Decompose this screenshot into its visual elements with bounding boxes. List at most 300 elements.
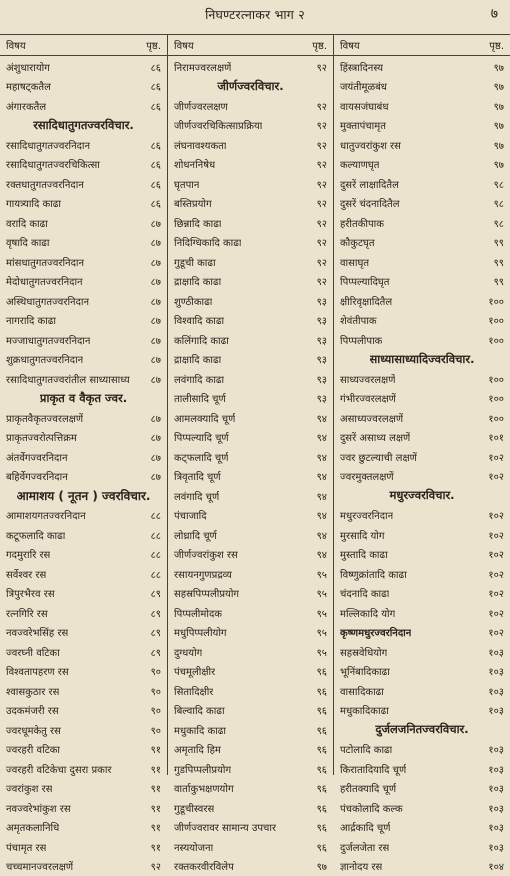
- entry-page-number: ९७: [482, 60, 504, 74]
- entry-title: पिप्पल्यादि चूर्ण: [174, 430, 229, 444]
- entry-page-number: ८९: [139, 606, 161, 620]
- index-entry: [0, 252, 167, 272]
- entry-title: विश्वतापहरण रस: [6, 664, 69, 678]
- entry-title: मधुकादि काढा: [174, 723, 226, 737]
- index-entry: [168, 564, 333, 584]
- entry-page-number: १००: [482, 294, 504, 308]
- index-entry: [168, 798, 333, 818]
- column-header: [0, 34, 167, 55]
- entry-title: चंदनादि काढा: [340, 586, 389, 600]
- index-entry: [0, 662, 167, 682]
- entry-page-number: ९४: [305, 489, 327, 503]
- entry-page-number: १०२: [482, 547, 504, 561]
- entry-title: रसादिधातुगतज्वरनिदान: [6, 138, 90, 152]
- index-entry: [168, 740, 333, 760]
- entry-title: गुडूची काढा: [174, 255, 216, 269]
- index-entry: [334, 701, 510, 721]
- entry-title: ज्वर छुटल्याची लक्षणें: [340, 450, 417, 464]
- entry-page-number: ९८: [482, 177, 504, 191]
- entry-page-number: १०३: [482, 684, 504, 698]
- entry-page-number: ९६: [305, 801, 327, 815]
- entry-title: ज्वरांकुश रस: [6, 781, 52, 795]
- entry-page-number: ९३: [305, 333, 327, 347]
- index-entry: [334, 662, 510, 682]
- entry-title: विश्वादि काढा: [174, 313, 224, 327]
- entry-title: लवंगादि चूर्ण: [174, 489, 219, 503]
- index-entry: [0, 350, 167, 370]
- entry-title: मधुरज्वरनिदान: [340, 508, 393, 522]
- entry-title: पिप्पलीमोदक: [174, 606, 222, 620]
- entry-page-number: ८९: [139, 586, 161, 600]
- index-entry: [334, 740, 510, 760]
- entry-title: लवंगादि काढा: [174, 372, 224, 386]
- index-entry: [0, 330, 167, 350]
- entry-page-number: ९४: [305, 547, 327, 561]
- entry-title: ज्वरहरी वटिकेचा दुसरा प्रकार: [6, 762, 112, 776]
- entry-title: मधुकादिकाढा: [340, 703, 389, 717]
- index-entry: [334, 798, 510, 818]
- entry-page-number: १०२: [482, 528, 504, 542]
- entry-page-number: १०२: [482, 469, 504, 483]
- entry-title: हरीतकीपाक: [340, 216, 384, 230]
- entry-title: पंचकोलादि कल्क: [340, 801, 403, 815]
- entry-page-number: ९९: [482, 255, 504, 269]
- entry-page-number: ९१: [139, 801, 161, 815]
- column-header: [168, 34, 333, 55]
- entry-page-number: ९५: [305, 567, 327, 581]
- entry-page-number: ९७: [482, 79, 504, 93]
- entry-page-number: ९७: [305, 859, 327, 873]
- index-entry: [168, 96, 333, 116]
- index-entry: [168, 779, 333, 799]
- index-entry: [0, 818, 167, 838]
- entry-title: शेवंतीपाक: [340, 313, 377, 327]
- entry-title: अंगारकतैल: [6, 99, 46, 113]
- entry-title: नस्ययोजना: [174, 840, 213, 854]
- entry-page-number: ९६: [305, 762, 327, 776]
- entry-title: वासाघृत: [340, 255, 369, 269]
- entry-page-number: ८७: [139, 255, 161, 269]
- index-entry: [0, 233, 167, 253]
- entry-page-number: ९२: [305, 157, 327, 171]
- entry-title: वायसजंघाबंध: [340, 99, 389, 113]
- index-entry: [0, 506, 167, 526]
- entry-title: तालीसादि चूर्ण: [174, 391, 226, 405]
- index-entry: [334, 252, 510, 272]
- entry-page-number: १०३: [482, 645, 504, 659]
- entry-title: गुडूचीस्वरस: [174, 801, 214, 815]
- index-entry: [334, 603, 510, 623]
- index-entry: [0, 779, 167, 799]
- index-entry: [168, 662, 333, 682]
- entry-page-number: ९१: [139, 762, 161, 776]
- index-entry: [0, 525, 167, 545]
- entry-page-number: ९१: [139, 840, 161, 854]
- entry-title: लोध्रादि चूर्ण: [174, 528, 217, 542]
- entry-title: घृतपान: [174, 177, 199, 191]
- entry-title: ज्वरघ्नी वटिका: [6, 645, 60, 659]
- entry-title: नागरादि काढा: [6, 313, 56, 327]
- index-entry: [0, 174, 167, 194]
- index-entry: [334, 564, 510, 584]
- entry-page-number: ९२: [305, 99, 327, 113]
- entry-title: कौकुटघृत: [340, 235, 375, 249]
- entry-title: पंचामृत रस: [6, 840, 46, 854]
- entry-title: किरातादियादि चूर्ण: [340, 762, 406, 776]
- section-heading-text: मधुरज्वरविचार.: [389, 488, 454, 503]
- section-heading: [168, 77, 333, 97]
- entry-page-number: ९५: [305, 606, 327, 620]
- entry-page-number: ९२: [305, 177, 327, 191]
- entry-title: वार्ताकुभक्षणयोग: [174, 781, 234, 795]
- entry-page-number: ८९: [139, 625, 161, 639]
- entry-title: द्राक्षादि काढा: [174, 274, 221, 288]
- index-entry: [0, 681, 167, 701]
- index-entry: [334, 116, 510, 136]
- entry-page-number: ८८: [139, 567, 161, 581]
- entry-page-number: १००: [482, 411, 504, 425]
- entry-page-number: १०३: [482, 801, 504, 815]
- entry-title: श्वासकुठार रस: [6, 684, 59, 698]
- entry-page-number: ८६: [139, 60, 161, 74]
- index-entry: [168, 272, 333, 292]
- entry-page-number: ९१: [139, 820, 161, 834]
- entry-title: बहिर्वेगज्वरनिदान: [6, 469, 68, 483]
- entry-page-number: ८७: [139, 352, 161, 366]
- entry-page-number: १०३: [482, 762, 504, 776]
- index-entry: [0, 428, 167, 448]
- index-entry: [0, 857, 167, 876]
- entry-title: नवज्वरेभांकुश रस: [6, 801, 71, 815]
- entry-page-number: ८९: [139, 645, 161, 659]
- index-entry: [168, 311, 333, 331]
- index-entry: [334, 408, 510, 428]
- entry-title: मुस्तादि काढा: [340, 547, 388, 561]
- entry-page-number: ८७: [139, 294, 161, 308]
- column-header-page: पृष्ठ.: [489, 38, 504, 52]
- entry-page-number: ८६: [139, 177, 161, 191]
- entry-page-number: १००: [482, 313, 504, 327]
- entry-title: पटोलादि काढा: [340, 742, 392, 756]
- entry-title: रक्तधातुगतज्वरनिदान: [6, 177, 84, 191]
- index-entry: [334, 525, 510, 545]
- entry-title: चच्चमानज्वरलक्षणें: [6, 859, 73, 873]
- section-heading-text: साध्यासाध्यादिज्वरविचार.: [370, 352, 475, 367]
- entry-page-number: ८७: [139, 274, 161, 288]
- index-entry: [0, 740, 167, 760]
- index-entry: [334, 759, 510, 779]
- entry-page-number: ८६: [139, 79, 161, 93]
- entry-page-number: ९३: [305, 294, 327, 308]
- entry-page-number: १०१: [482, 430, 504, 444]
- entry-page-number: ८७: [139, 313, 161, 327]
- index-entry: [0, 447, 167, 467]
- entry-title: उदकमंजरी रस: [6, 703, 59, 717]
- entry-title: कलिंगादि काढा: [174, 333, 229, 347]
- entry-page-number: ९२: [305, 196, 327, 210]
- index-entry: [334, 57, 510, 77]
- entry-page-number: ९०: [139, 664, 161, 678]
- index-entry: [0, 564, 167, 584]
- entry-title: नवज्वरेभसिंह रस: [6, 625, 68, 639]
- entry-page-number: ९४: [305, 528, 327, 542]
- index-entry: [168, 467, 333, 487]
- entry-title: गदमुरारि रस: [6, 547, 50, 561]
- section-heading-text: जीर्णज्वरविचार.: [217, 79, 283, 94]
- index-entry: [0, 291, 167, 311]
- index-entry: [334, 467, 510, 487]
- entry-title: रसादिधातुगतज्वरचिकित्सा: [6, 157, 100, 171]
- entry-title: धातुज्वरांकुश रस: [340, 138, 401, 152]
- entry-page-number: ९४: [305, 508, 327, 522]
- entry-title: त्रिपुरभैरव रस: [6, 586, 55, 600]
- entry-page-number: ८८: [139, 528, 161, 542]
- entry-title: महाषट्‌कतैल: [6, 79, 51, 93]
- index-entry: [0, 155, 167, 175]
- entry-title: बिल्वादि काढा: [174, 703, 225, 717]
- page-title: निघण्टरत्नाकर भाग २: [140, 6, 370, 23]
- index-entry: [168, 389, 333, 409]
- entry-title: सहस्रपिप्पलीप्रयोग: [174, 586, 239, 600]
- entry-page-number: ९९: [482, 235, 504, 249]
- index-entry: [0, 467, 167, 487]
- index-entry: [168, 408, 333, 428]
- entry-title: मांसधातुगतज्वरनिदान: [6, 255, 84, 269]
- entry-page-number: ८८: [139, 508, 161, 522]
- index-entry: [168, 545, 333, 565]
- index-entry: [0, 584, 167, 604]
- entry-title: जीर्णज्वरलक्षण: [174, 99, 228, 113]
- entry-page-number: ९६: [305, 684, 327, 698]
- index-column-1: [0, 34, 167, 775]
- index-entry: [334, 135, 510, 155]
- entry-page-number: ९३: [305, 313, 327, 327]
- index-entry: [334, 623, 510, 643]
- entry-title: अंतर्वेगज्वरनिदान: [6, 450, 68, 464]
- entry-page-number: ९३: [305, 391, 327, 405]
- entry-page-number: ९८: [482, 216, 504, 230]
- entry-title: आर्द्रकादि चूर्ण: [340, 820, 390, 834]
- entry-page-number: ९६: [305, 664, 327, 678]
- index-entry: [334, 389, 510, 409]
- entry-page-number: ८७: [139, 450, 161, 464]
- entry-title: कल्याणघृत: [340, 157, 379, 171]
- entry-page-number: ८७: [139, 216, 161, 230]
- entry-title: दुग्धयोग: [174, 645, 202, 659]
- entry-title: असाध्यज्वरलक्षणें: [340, 411, 403, 425]
- index-entry: [168, 584, 333, 604]
- index-entry: [334, 174, 510, 194]
- index-entry: [168, 291, 333, 311]
- index-entry: [334, 857, 510, 876]
- entry-title: सर्वेश्वर रस: [6, 567, 46, 581]
- entry-page-number: १०३: [482, 840, 504, 854]
- entry-title: अमृतादि हिम: [174, 742, 221, 756]
- entry-title: सहस्रवेधियोग: [340, 645, 387, 659]
- index-entry: [334, 369, 510, 389]
- section-heading: [0, 116, 167, 136]
- entry-page-number: ९२: [305, 138, 327, 152]
- entry-title: ज्वरहरी वटिका: [6, 742, 60, 756]
- column-header-subject: विषय: [174, 38, 194, 52]
- entry-title: प्राकृतज्वरोत्पत्तिक्रम: [6, 430, 77, 444]
- index-entry: [168, 759, 333, 779]
- section-heading: [334, 350, 510, 370]
- index-entry: [0, 623, 167, 643]
- entry-page-number: १०२: [482, 586, 504, 600]
- index-entry: [168, 681, 333, 701]
- index-entry: [168, 642, 333, 662]
- entry-page-number: ८७: [139, 411, 161, 425]
- index-entry: [168, 506, 333, 526]
- column-header-subject: विषय: [6, 38, 26, 52]
- entry-title: पंचाजादि: [174, 508, 207, 522]
- index-entry: [334, 837, 510, 857]
- entry-page-number: ९०: [139, 703, 161, 717]
- index-entry: [168, 155, 333, 175]
- entry-title: शोधननिषेध: [174, 157, 215, 171]
- index-entry: [334, 155, 510, 175]
- entry-page-number: ८७: [139, 372, 161, 386]
- entry-title: बस्तिप्रयोग: [174, 196, 212, 210]
- index-entry: [168, 525, 333, 545]
- entry-page-number: ९४: [305, 411, 327, 425]
- index-entry: [334, 233, 510, 253]
- entry-title: वासादिकाढा: [340, 684, 384, 698]
- index-entry: [168, 194, 333, 214]
- entry-page-number: ९४: [305, 450, 327, 464]
- index-entry: [168, 57, 333, 77]
- entry-page-number: ९५: [305, 586, 327, 600]
- entry-page-number: १०२: [482, 625, 504, 639]
- entry-page-number: ९१: [139, 781, 161, 795]
- entry-page-number: ९६: [305, 723, 327, 737]
- entry-title: शुक्रधातुगतज्वरनिदान: [6, 352, 83, 366]
- entry-page-number: १०३: [482, 703, 504, 717]
- index-entry: [334, 447, 510, 467]
- entry-title: हिंस्त्रादिनस्य: [340, 60, 383, 74]
- entry-page-number: ८८: [139, 547, 161, 561]
- entry-title: दुसरें चंदनादितैल: [340, 196, 400, 210]
- entry-page-number: ९६: [305, 742, 327, 756]
- index-entry: [0, 545, 167, 565]
- entry-page-number: १००: [482, 333, 504, 347]
- entry-title: दुसरें असाध्य लक्षणें: [340, 430, 410, 444]
- index-entry: [0, 720, 167, 740]
- entry-title: लंघनावश्यकता: [174, 138, 226, 152]
- entry-title: कट्‌फलादि चूर्ण: [174, 450, 228, 464]
- column-header-page: पृष्ठ.: [146, 38, 161, 52]
- entry-title: मुरसादि योग: [340, 528, 385, 542]
- index-entry: [0, 369, 167, 389]
- entry-title: त्रिवृतादि चूर्ण: [174, 469, 221, 483]
- index-entry: [168, 857, 333, 876]
- entry-page-number: ९६: [305, 820, 327, 834]
- entry-title: निदिग्धिकादि काढा: [174, 235, 241, 249]
- entry-title: आमाशयगतज्वरनिदान: [6, 508, 86, 522]
- entry-page-number: ९७: [482, 138, 504, 152]
- entry-title: प्राकृतवैकृतज्वरलक्षणें: [6, 411, 83, 425]
- entry-title: साध्यज्वरलक्षणें: [340, 372, 395, 386]
- entry-page-number: ९३: [305, 352, 327, 366]
- entry-page-number: ९५: [305, 645, 327, 659]
- index-entry: [0, 408, 167, 428]
- entry-page-number: ९६: [305, 703, 327, 717]
- section-heading-text: दुर्जलजनितज्वरविचार.: [375, 722, 468, 737]
- entry-page-number: ९६: [305, 781, 327, 795]
- entry-title: मधुपिप्पलीयोग: [174, 625, 227, 639]
- entry-title: क्षीरिवृक्षादितैल: [340, 294, 392, 308]
- index-entry: [0, 272, 167, 292]
- entry-page-number: ८६: [139, 138, 161, 152]
- section-heading-text: रसादिधातुगतज्वरविचार.: [33, 118, 134, 133]
- entry-title: मेदोधातुगतज्वरनिदान: [6, 274, 83, 288]
- index-entry: [168, 447, 333, 467]
- entry-title: गायत्र्यादि काढा: [6, 196, 61, 210]
- index-entry: [334, 330, 510, 350]
- index-entry: [168, 116, 333, 136]
- index-entry: [168, 720, 333, 740]
- entry-title: जीर्णज्वरांकुश रस: [174, 547, 238, 561]
- index-entry: [168, 213, 333, 233]
- entry-title: कटूफलादि काढा: [6, 528, 65, 542]
- entry-page-number: ९७: [482, 157, 504, 171]
- index-entry: [334, 584, 510, 604]
- entry-title: वरादि काढा: [6, 216, 48, 230]
- entry-page-number: ९७: [482, 99, 504, 113]
- index-entry: [334, 213, 510, 233]
- section-heading-text: प्राकृत व वैकृत ज्वर.: [40, 391, 127, 406]
- index-entry: [334, 545, 510, 565]
- entry-title: शुण्ठीकाढा: [174, 294, 212, 308]
- entry-page-number: १०३: [482, 742, 504, 756]
- index-entry: [0, 96, 167, 116]
- index-entry: [168, 252, 333, 272]
- entry-page-number: १०२: [482, 567, 504, 581]
- index-entry: [168, 428, 333, 448]
- index-column-2: [168, 34, 333, 775]
- index-entry: [168, 701, 333, 721]
- index-entry: [0, 701, 167, 721]
- column-header-page: पृष्ठ.: [312, 38, 327, 52]
- entry-title: पंचमूलीक्षीर: [174, 664, 215, 678]
- index-entry: [0, 642, 167, 662]
- entry-page-number: १०३: [482, 820, 504, 834]
- index-entry: [334, 77, 510, 97]
- entry-page-number: ९४: [305, 469, 327, 483]
- entry-page-number: ९६: [305, 840, 327, 854]
- index-entry: [168, 837, 333, 857]
- entry-title: ज्वरधूमकेतु रस: [6, 723, 61, 737]
- index-entry: [0, 759, 167, 779]
- entry-title: दुर्जलजेता रस: [340, 840, 389, 854]
- entry-page-number: ९२: [305, 216, 327, 230]
- section-heading: [334, 720, 510, 740]
- index-entry: [168, 623, 333, 643]
- entry-title: रत्नगिरि रस: [6, 606, 48, 620]
- entry-title: पिप्पल्यादिघृत: [340, 274, 390, 288]
- index-entry: [168, 369, 333, 389]
- entry-title: द्राक्षादि काढा: [174, 352, 221, 366]
- entry-title: मुक्तापंचामृत: [340, 118, 386, 132]
- entry-page-number: ९२: [305, 255, 327, 269]
- entry-title: जीर्णज्वरचिकित्साप्रक्रिया: [174, 118, 262, 132]
- entry-page-number: १००: [482, 372, 504, 386]
- index-entry: [0, 837, 167, 857]
- entry-title: सितादिक्षीर: [174, 684, 213, 698]
- index-entry: [0, 57, 167, 77]
- index-entry: [0, 798, 167, 818]
